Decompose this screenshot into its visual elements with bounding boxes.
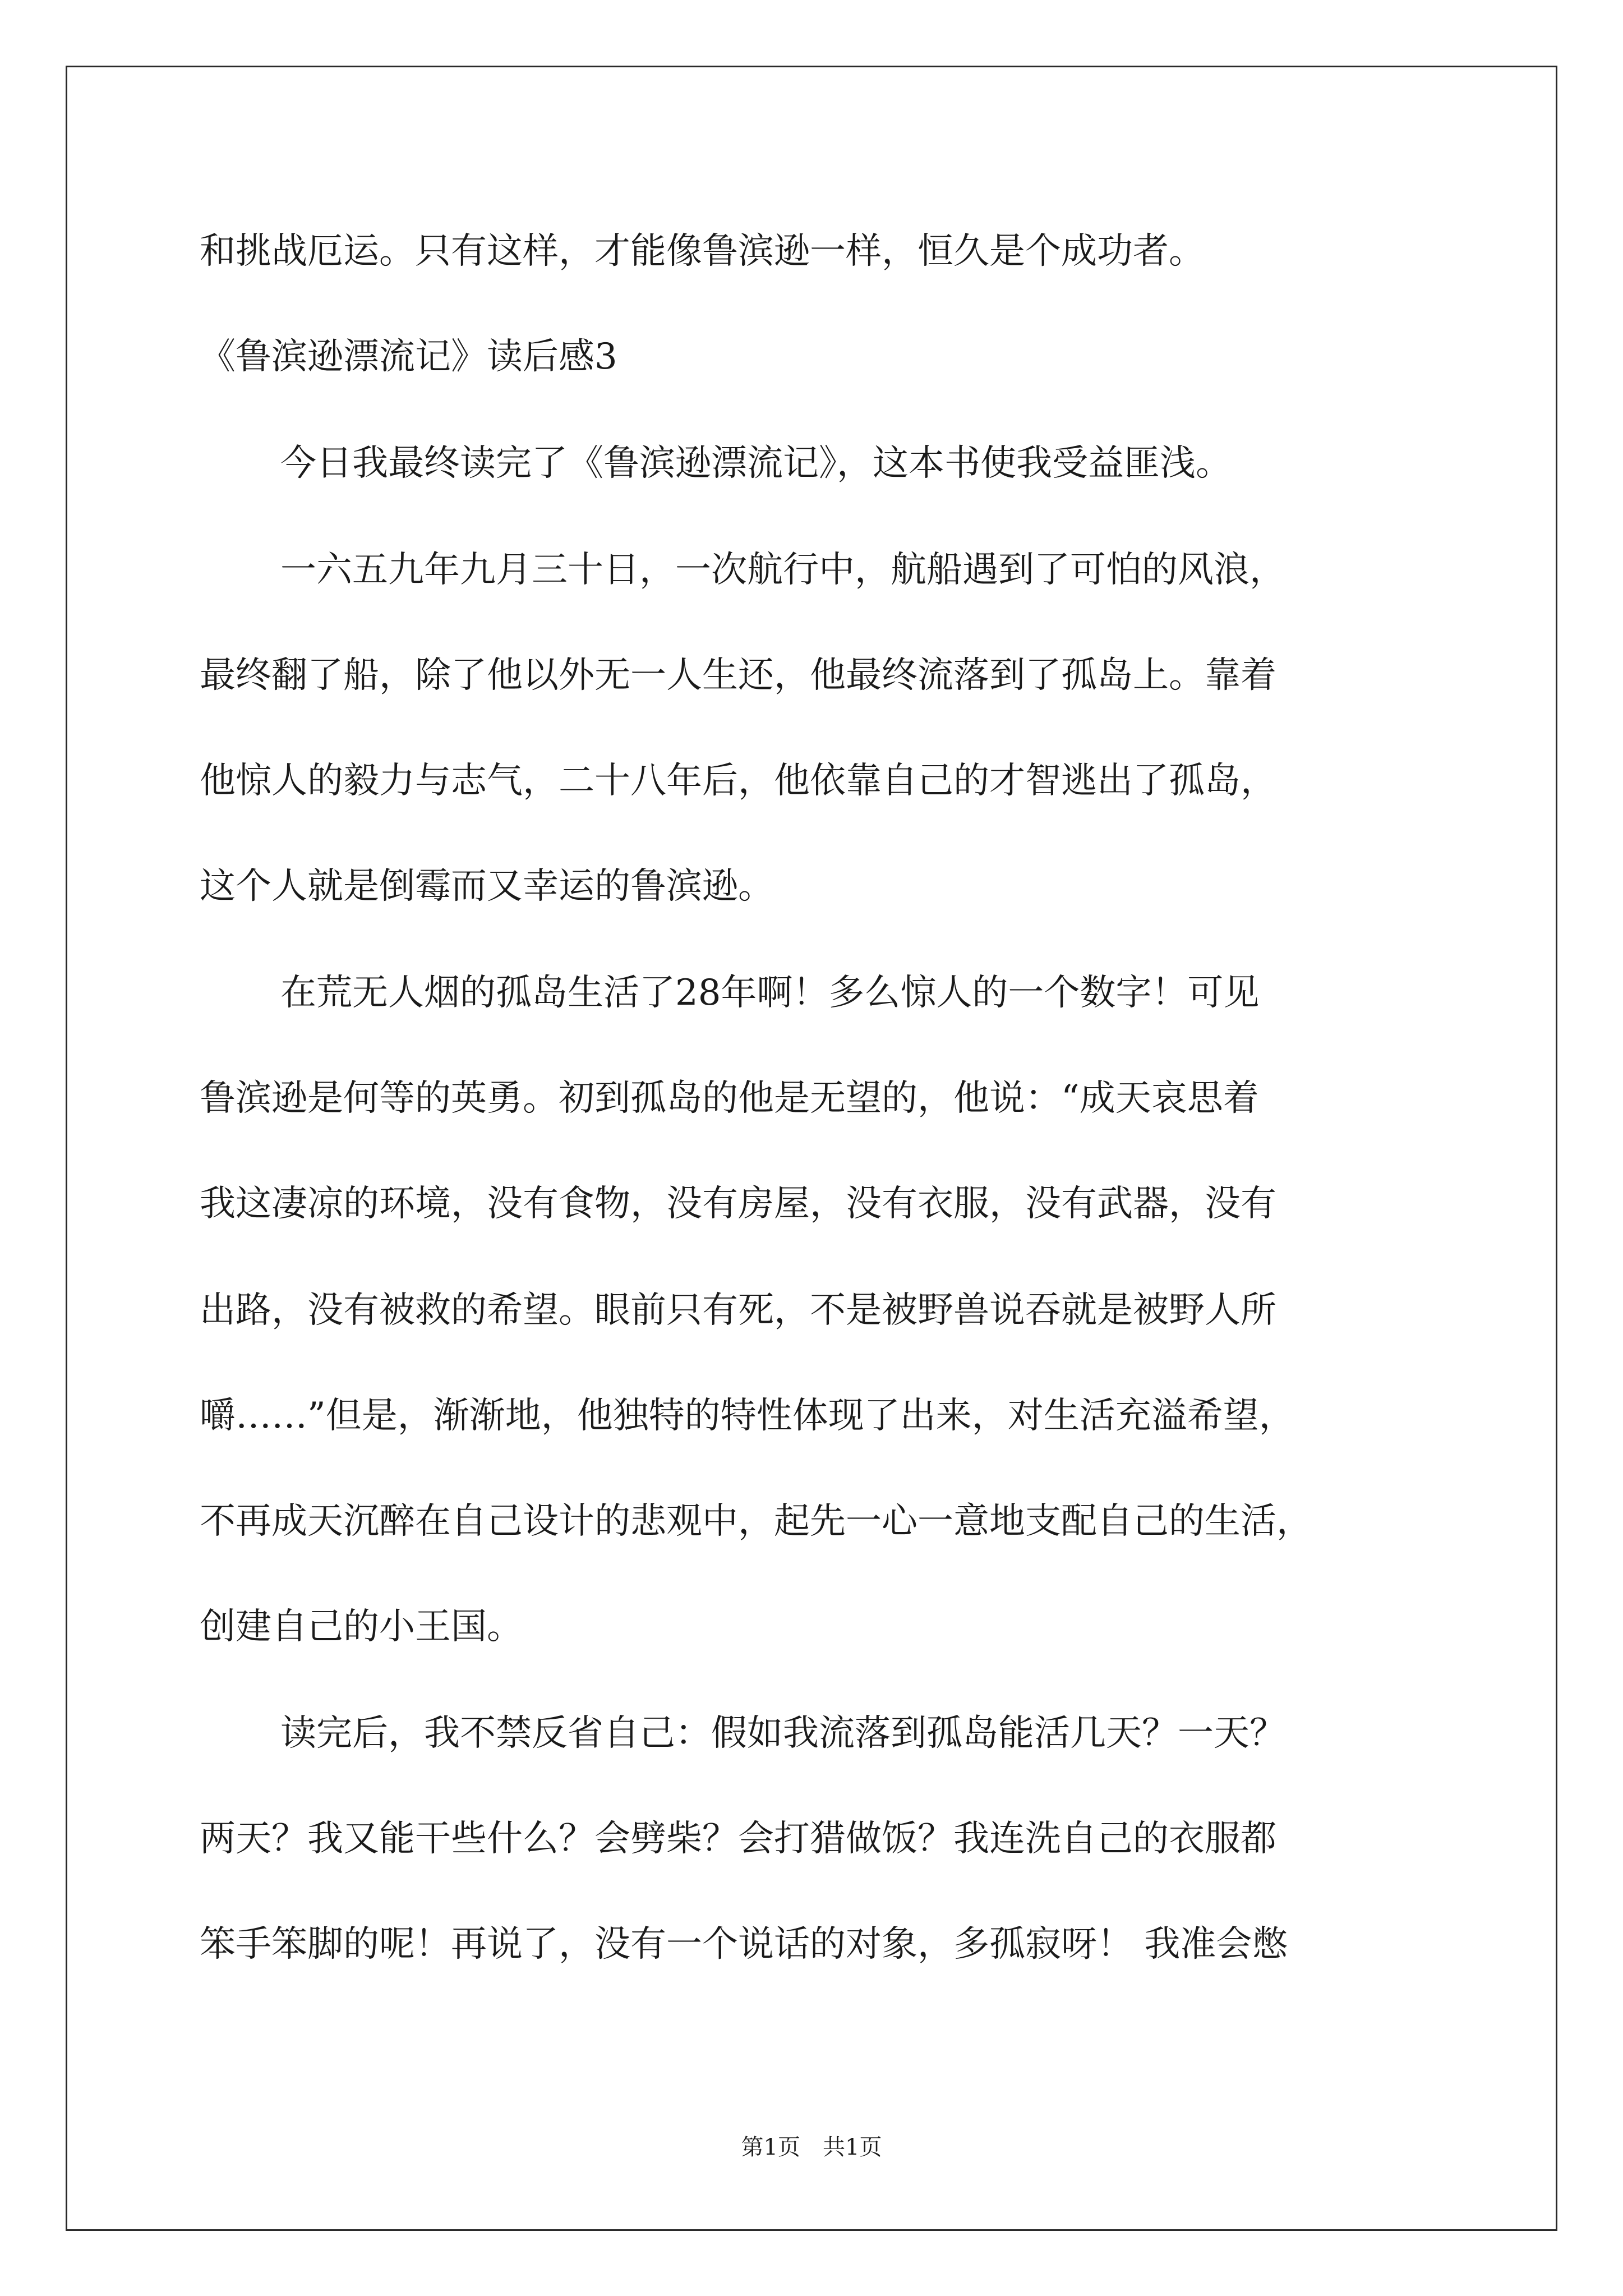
section-heading: 《鲁滨逊漂流记》读后感3	[200, 336, 617, 378]
paragraph-first-line: 在荒无人烟的孤岛生活了28年啊！多么惊人的一个数字！可见	[280, 972, 1260, 1014]
text-line: 笨手笨脚的呢！再说了，没有一个说话的对象，多孤寂呀！ 我准会憋	[200, 1924, 1288, 1965]
page-number-footer: 第1页 共1页	[741, 2134, 882, 2160]
paragraph-first-line: 一六五九年九月三十日，一次航行中，航船遇到了可怕的风浪，	[280, 549, 1285, 591]
text-line: 他惊人的毅力与志气，二十八年后，他依靠自己的才智逃出了孤岛，	[200, 760, 1276, 802]
text-line: 创建自己的小王国。	[200, 1606, 523, 1648]
text-line: 和挑战厄运。只有这样，才能像鲁滨逊一样，恒久是个成功者。	[200, 231, 1205, 272]
text-line: 两天？我又能干些什么？会劈柴？会打猎做饭？我连洗自己的衣服都	[200, 1818, 1276, 1860]
text-line: 出路，没有被救的希望。眼前只有死，不是被野兽说吞就是被野人所	[200, 1290, 1276, 1331]
paragraph-first-line: 今日我最终读完了《鲁滨逊漂流记》，这本书使我受益匪浅。	[280, 443, 1232, 484]
text-line: 不再成天沉醉在自己设计的悲观中，起先一心一意地支配自己的生活，	[200, 1501, 1312, 1542]
text-line: 我这凄凉的环境，没有食物，没有房屋，没有衣服，没有武器，没有	[200, 1183, 1276, 1225]
paragraph-first-line: 读完后，我不禁反省自己：假如我流落到孤岛能活几天？一天？	[280, 1713, 1285, 1754]
page-border	[66, 66, 1557, 2231]
text-line: 嚼……”但是，渐渐地，他独特的特性体现了出来，对生活充溢希望，	[200, 1395, 1295, 1437]
text-line: 最终翻了船，除了他以外无一人生还，他最终流落到了孤岛上。靠着	[200, 655, 1276, 696]
text-line: 这个人就是倒霉而又幸运的鲁滨逊。	[200, 866, 774, 907]
text-line: 鲁滨逊是何等的英勇。初到孤岛的他是无望的，他说：“成天哀思着	[200, 1078, 1259, 1119]
